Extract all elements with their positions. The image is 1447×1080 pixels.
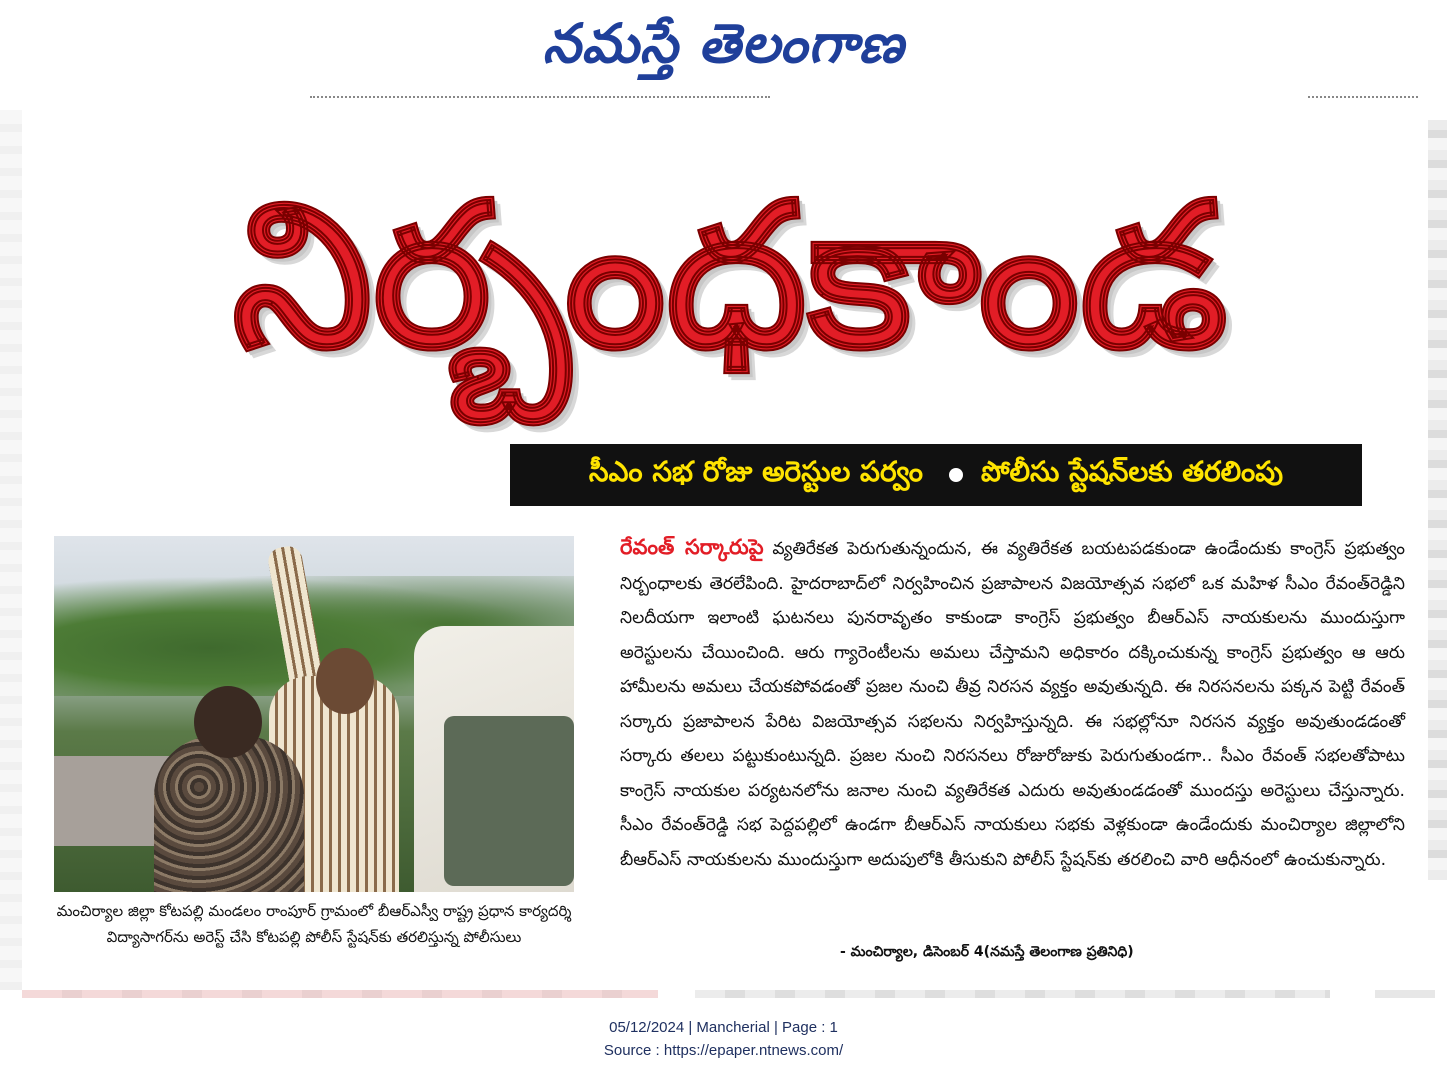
- article-text: వ్యతిరేకత పెరుగుతున్నందున, ఈ వ్యతిరేకత బయటపడకుండా ఉండేందుకు కాంగ్రెస్ ప్రభుత్వం నిర్బంధాలకు తెరలేపింది. హైదరాబాద్‌లో నిర్వహించిన ప్రజాపాలన విజయోత్సవ సభలో ఒక మహిళ సీఎం రేవంత్‌రెడ్డిని నిలదీయగా ఇలాంటి ఘటనలు పునరావృతం కాకుండా కాంగ్రెస్ ప్రభుత్వం బీఆర్‌ఎస్ నాయకులను ముందుస్తుగా అరెస్టులను చేయించింది. ఆరు గ్యారెంటీలను అమలు చేస్తామని అధికారం దక్కించుకున్న కాంగ్రెస్ ప్రభుత్వం ఆ ఆరు హామీలను అమలు చేయకపోవడంతో ప్రజల నుంచి తీవ్ర నిరసన వ్యక్తం అవుతున్నది. ఈ నిరసనలను పక్కన పెట్టి రేవంత్ సర్కారు ప్రజాపాలన పేరిట విజయోత్సవ సభలను నిర్వహిస్తున్నది. ఈ సభల్లోనూ నిరసన వ్యక్తం అవుతుండడంతో సర్కారు తలలు పట్టుకుంటున్నది. ప్రజల నుంచి నిరసనలు రోజురోజుకు పెరుగుతుండగా.. సీఎం రేవంత్ సభలతోపాటు కాంగ్రెస్ నాయకుల పర్యటనలోను జనాల నుంచి వ్యతిరేకత ఎదురు అవుతుండడంతో ముందస్తు అరెస్టులు చేస్తున్నారు. సీఎం రేవంత్‌రెడ్డి సభ పెద్దపల్లిలో ఉండగా బీఆర్‌ఎస్ నాయకులు సభకు వెళ్లకుండా ఉండేందుకు మంచిర్యాల జిల్లాలోని బీఆర్‌ఎస్ నాయకులను ముందుస్తుగా అదుపులోకి తీసుకుని పోలీస్ స్టేషన్‌కు తరలించి వారి ఆధీనంలో ఉంచుకున్నారు.: [620, 539, 1406, 870]
- subheadline-part-1: సీఎం సభ రోజు అరెస్టుల పర్వం: [588, 455, 923, 488]
- footer-info: 05/12/2024 | Mancherial | Page : 1: [609, 1019, 838, 1036]
- news-photo: [54, 536, 574, 892]
- footer-source: Source : https://epaper.ntnews.com/: [603, 1042, 844, 1059]
- torn-edge-left: [0, 110, 22, 990]
- newspaper-masthead: నమస్తే తెలంగాణ: [542, 11, 905, 75]
- subheadline-bar: [510, 444, 1362, 506]
- clipped-strip-middle: [695, 990, 1330, 998]
- subheadline-part-2: పోలీసు స్టేషన్‌లకు తరలింపు: [980, 455, 1284, 488]
- clipped-strip-left: [22, 990, 658, 998]
- photo-man-head: [316, 648, 374, 714]
- main-headline: నిర్బంధకాండ: [232, 160, 1228, 393]
- photo-van-window: [444, 716, 574, 886]
- photo-policeman: [154, 736, 304, 892]
- article-lead: రేవంత్ సర్కారుపై: [620, 535, 764, 559]
- page-footer: [0, 1016, 1447, 1066]
- article-body: [620, 530, 1405, 945]
- bullet-separator: [949, 468, 963, 482]
- torn-edge-right: [1428, 120, 1447, 880]
- clipped-strip-right: [1375, 990, 1435, 998]
- article-byline: - మంచిర్యాల, డిసెంబర్ 4(నమస్తే తెలంగాణ ప్రతినిధి): [840, 944, 1134, 960]
- clipped-text-line-right: [1308, 96, 1418, 106]
- photo-policeman-head: [194, 686, 262, 758]
- clipped-text-line: [310, 96, 770, 106]
- photo-caption: మంచిర్యాల జిల్లా కోటపల్లి మండలం రాంపూర్ గ్రామంలో బీఆర్‌ఎస్వీ రాష్ట్ర ప్రధాన కార్యదర్శి విద్యాసాగర్‌ను అరెస్ట్ చేసి కోటపల్లి పోలీస్ స్టేషన్‌కు తరలిస్తున్న పోలీసులు: [56, 902, 572, 946]
